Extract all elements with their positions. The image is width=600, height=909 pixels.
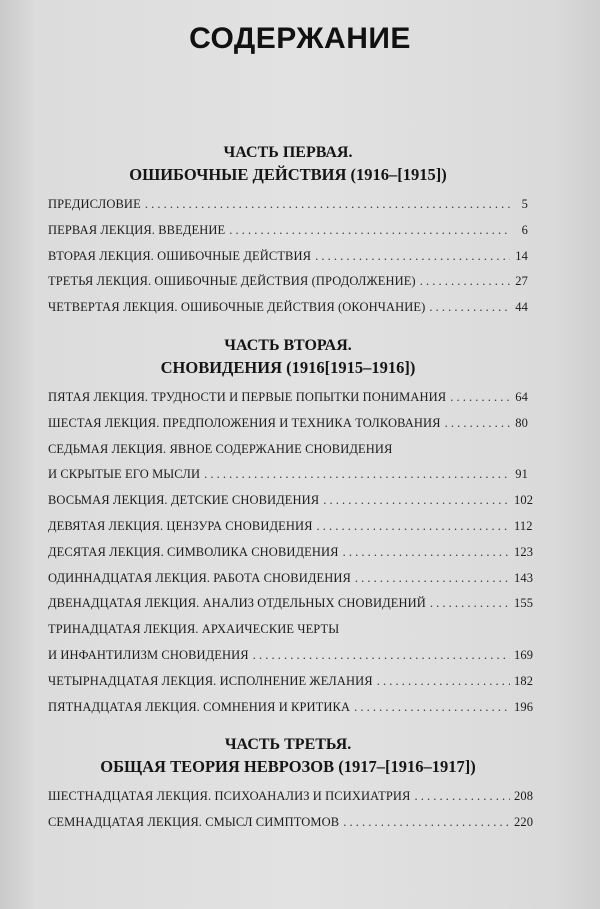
part-years: (1917–[1916–1917]) xyxy=(338,757,476,777)
page-number: 14 xyxy=(515,248,528,263)
page-number: 44 xyxy=(515,300,528,315)
leader-dots xyxy=(204,462,510,488)
toc-entry[interactable] xyxy=(48,669,534,695)
part-title: СНОВИДЕНИЯ xyxy=(160,357,282,377)
part-years: (1916[1915–1916]) xyxy=(286,357,416,377)
toc-entry[interactable] xyxy=(48,810,534,836)
part-heading xyxy=(48,142,528,186)
page-title: СОДЕРЖАНИЕ xyxy=(189,22,411,55)
part-1 xyxy=(48,142,528,321)
entry-title: ЧЕТЫРНАДЦАТАЯ ЛЕКЦИЯ. ИСПОЛНЕНИЕ ЖЕЛАНИЯ xyxy=(48,673,373,688)
entry-title: ВОСЬМАЯ ЛЕКЦИЯ. ДЕТСКИЕ СНОВИДЕНИЯ xyxy=(48,493,320,508)
page-number: 6 xyxy=(521,222,528,237)
table-of-contents xyxy=(48,142,534,836)
page-number: 27 xyxy=(515,274,528,289)
page-number: 102 xyxy=(514,493,534,508)
toc-entry[interactable] xyxy=(48,295,528,321)
part-heading xyxy=(48,335,528,379)
entry-list xyxy=(48,385,534,720)
toc-entry[interactable] xyxy=(48,591,534,617)
leader-dots xyxy=(355,566,510,592)
toc-entry[interactable] xyxy=(48,192,528,218)
page-number: 112 xyxy=(514,518,533,533)
leader-dots xyxy=(429,295,510,321)
entry-title: ДЕВЯТАЯ ЛЕКЦИЯ. ЦЕНЗУРА СНОВИДЕНИЯ xyxy=(48,518,313,533)
entry-title: ЧЕТВЕРТАЯ ЛЕКЦИЯ. ОШИБОЧНЫЕ ДЕЙСТВИЯ (ОКОНЧАНИЕ) xyxy=(48,300,426,315)
toc-entry[interactable] xyxy=(48,695,534,721)
page-number: 91 xyxy=(515,467,528,482)
part-number: ЧАСТЬ ТРЕТЬЯ. xyxy=(224,736,352,754)
entry-title-continued: И ИНФАНТИЛИЗМ СНОВИДЕНИЯ xyxy=(48,647,249,662)
page-number: 80 xyxy=(515,415,528,430)
page-number: 5 xyxy=(521,197,528,211)
entry-list xyxy=(48,192,528,321)
toc-entry[interactable] xyxy=(48,218,528,244)
entry-list xyxy=(48,784,534,836)
part-3 xyxy=(48,734,534,836)
toc-entry[interactable] xyxy=(48,514,533,540)
leader-dots xyxy=(317,514,510,540)
part-number: ЧАСТЬ ПЕРВАЯ. xyxy=(223,144,353,161)
leader-dots xyxy=(315,244,510,270)
leader-dots xyxy=(430,591,510,617)
leader-dots xyxy=(323,488,510,514)
page-number: 123 xyxy=(514,544,534,559)
leader-dots xyxy=(343,540,510,566)
entry-title: ПРЕДИСЛОВИЕ xyxy=(48,197,141,211)
leader-dots xyxy=(253,643,510,669)
leader-dots xyxy=(377,669,510,695)
part-years: (1916–[1915]) xyxy=(350,165,447,184)
entry-title: ПЕРВАЯ ЛЕКЦИЯ. ВВЕДЕНИЕ xyxy=(48,222,226,237)
leader-dots xyxy=(343,810,510,836)
entry-title: ДВЕНАДЦАТАЯ ЛЕКЦИЯ. АНАЛИЗ ОТДЕЛЬНЫХ СНОВИДЕНИЙ xyxy=(48,596,426,611)
leader-dots xyxy=(229,218,510,244)
toc-entry[interactable] xyxy=(48,411,528,437)
part-title: ОБЩАЯ ТЕОРИЯ НЕВРОЗОВ xyxy=(100,757,335,777)
toc-entry[interactable] xyxy=(48,437,528,489)
toc-entry[interactable] xyxy=(48,385,528,411)
entry-title: ТРИНАДЦАТАЯ ЛЕКЦИЯ. АРХАИЧЕСКИЕ ЧЕРТЫ xyxy=(48,622,340,637)
page-number: 220 xyxy=(514,815,534,830)
entry-title: СЕМНАДЦАТАЯ ЛЕКЦИЯ. СМЫСЛ СИМПТОМОВ xyxy=(48,815,340,830)
entry-title: ПЯТАЯ ЛЕКЦИЯ. ТРУДНОСТИ И ПЕРВЫЕ ПОПЫТКИ ПОНИМАНИЯ xyxy=(48,389,447,404)
toc-entry[interactable] xyxy=(48,566,534,592)
leader-dots xyxy=(420,269,510,295)
toc-entry[interactable] xyxy=(48,784,534,810)
leader-dots xyxy=(145,192,510,218)
part-2 xyxy=(48,335,534,720)
entry-title: СЕДЬМАЯ ЛЕКЦИЯ. ЯВНОЕ СОДЕРЖАНИЕ СНОВИДЕНИЯ xyxy=(48,441,393,456)
entry-title: ВТОРАЯ ЛЕКЦИЯ. ОШИБОЧНЫЕ ДЕЙСТВИЯ xyxy=(48,248,312,263)
page-number: 182 xyxy=(514,673,534,688)
toc-entry[interactable] xyxy=(48,269,528,295)
leader-dots xyxy=(445,411,510,437)
entry-title: ПЯТНАДЦАТАЯ ЛЕКЦИЯ. СОМНЕНИЯ И КРИТИКА xyxy=(48,699,351,714)
leader-dots xyxy=(415,784,511,810)
entry-title: ШЕСТНАДЦАТАЯ ЛЕКЦИЯ. ПСИХОАНАЛИЗ И ПСИХИАТРИЯ xyxy=(48,789,411,804)
toc-entry[interactable] xyxy=(48,244,528,270)
entry-title: ТРЕТЬЯ ЛЕКЦИЯ. ОШИБОЧНЫЕ ДЕЙСТВИЯ (ПРОДОЛЖЕНИЕ) xyxy=(48,274,416,289)
toc-entry[interactable] xyxy=(48,540,534,566)
entry-title-continued: И СКРЫТЫЕ ЕГО МЫСЛИ xyxy=(48,467,201,482)
page-number: 169 xyxy=(514,647,534,662)
page-number: 143 xyxy=(514,570,534,585)
entry-title: ОДИННАДЦАТАЯ ЛЕКЦИЯ. РАБОТА СНОВИДЕНИЯ xyxy=(48,570,351,585)
leader-dots xyxy=(450,385,510,411)
part-number: ЧАСТЬ ВТОРАЯ. xyxy=(224,336,352,354)
page-number: 208 xyxy=(514,789,534,804)
entry-title: ДЕСЯТАЯ ЛЕКЦИЯ. СИМВОЛИКА СНОВИДЕНИЯ xyxy=(48,544,339,559)
part-heading xyxy=(48,734,528,778)
page-number: 155 xyxy=(514,596,534,611)
page-number: 196 xyxy=(514,699,534,714)
part-title: ОШИБОЧНЫЕ ДЕЙСТВИЯ xyxy=(129,165,347,184)
toc-entry[interactable] xyxy=(48,488,534,514)
page-number: 64 xyxy=(515,389,528,404)
toc-entry[interactable] xyxy=(48,617,534,669)
entry-title: ШЕСТАЯ ЛЕКЦИЯ. ПРЕДПОЛОЖЕНИЯ И ТЕХНИКА ТОЛКОВАНИЯ xyxy=(48,415,441,430)
leader-dots xyxy=(354,695,510,721)
